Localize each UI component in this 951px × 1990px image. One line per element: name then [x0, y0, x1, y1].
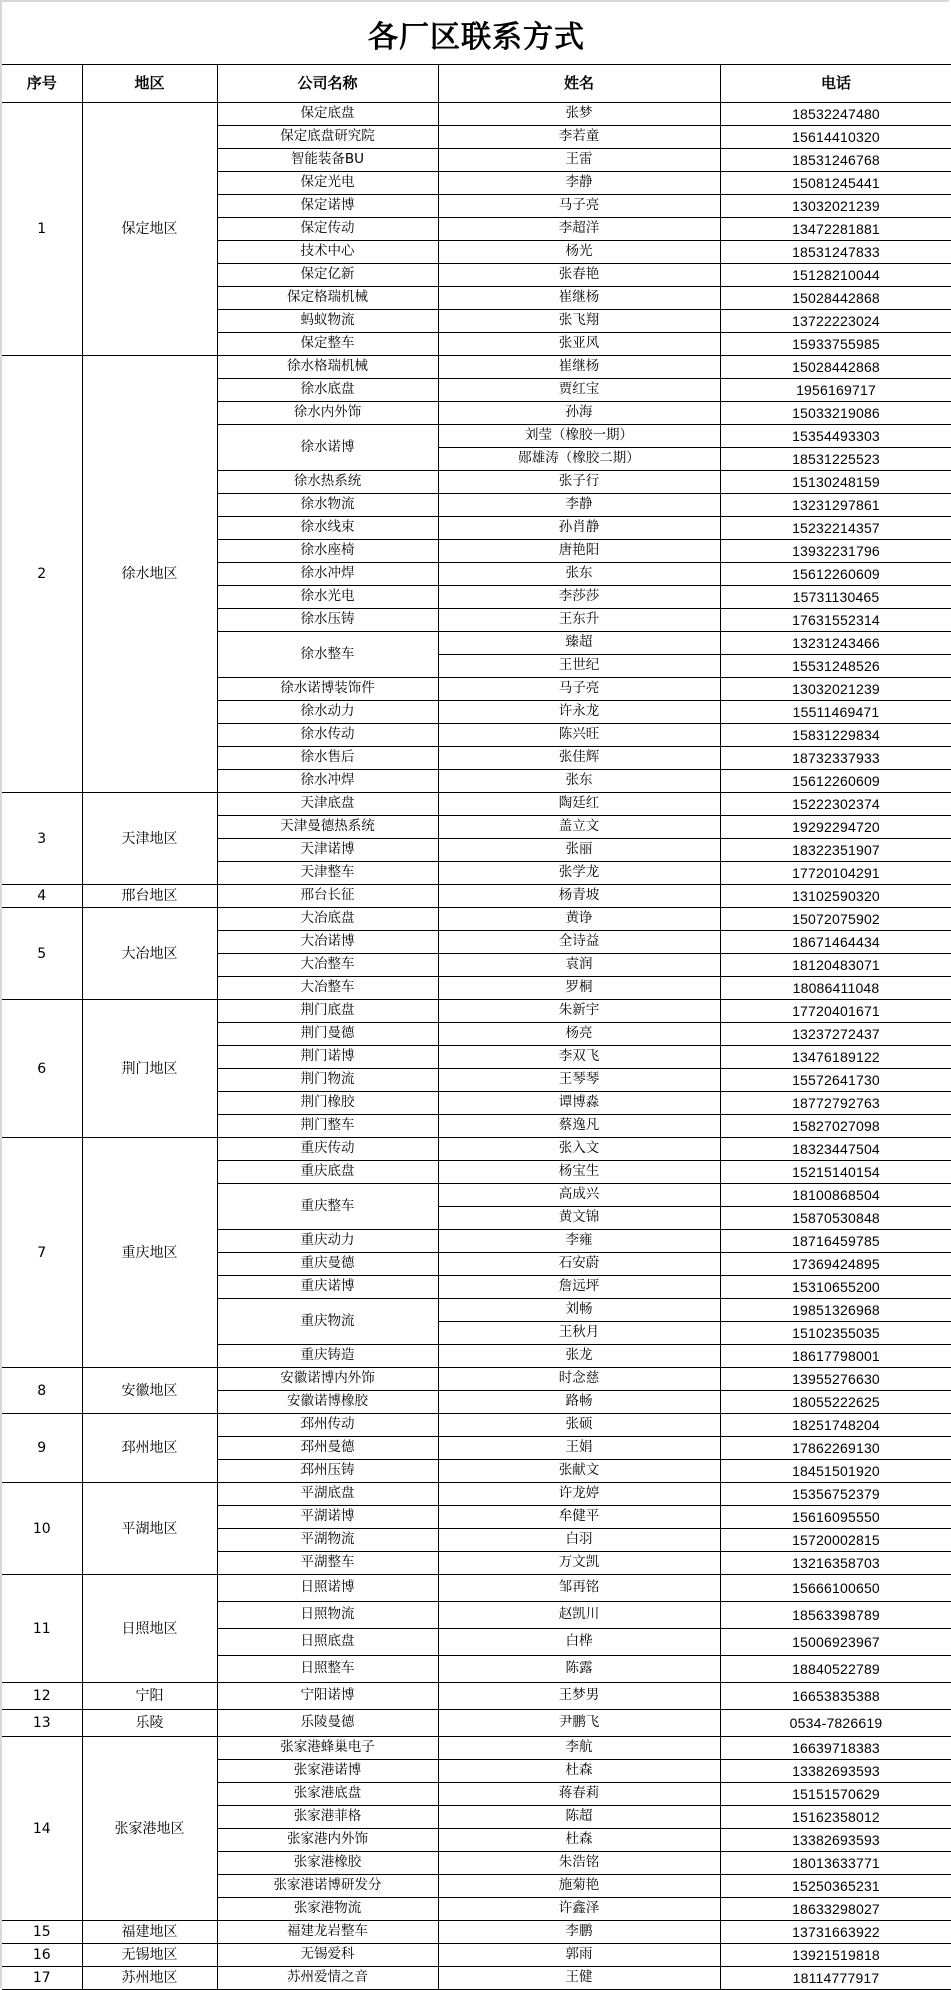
cell-company[interactable]: 天津底盘: [217, 793, 438, 816]
header-row: [2, 65, 951, 103]
cell-company[interactable]: 徐水线束: [217, 517, 438, 540]
cell-phone[interactable]: 15531248526: [720, 655, 951, 678]
cell-phone[interactable]: 13921519818: [720, 1944, 951, 1967]
cell-person-name[interactable]: 陈兴旺: [438, 724, 720, 747]
cell-phone[interactable]: 15130248159: [720, 471, 951, 494]
cell-company[interactable]: 重庆曼德: [217, 1253, 438, 1276]
table-row: [2, 793, 951, 816]
table-row: [2, 1967, 951, 1990]
table-row: [2, 1414, 951, 1437]
cell-person-name[interactable]: 李若童: [438, 126, 720, 149]
cell-company[interactable]: 重庆诺博: [217, 1276, 438, 1299]
cell-company[interactable]: 荆门物流: [217, 1069, 438, 1092]
table-row: [2, 1683, 951, 1710]
cell-person-name[interactable]: 杨宝生: [438, 1161, 720, 1184]
cell-phone[interactable]: 18840522789: [720, 1656, 951, 1683]
cell-company[interactable]: 日照底盘: [217, 1629, 438, 1656]
cell-company[interactable]: 徐水诺博: [217, 425, 438, 471]
cell-company[interactable]: 安徽诺博橡胶: [217, 1391, 438, 1414]
cell-company[interactable]: 天津曼德热系统: [217, 816, 438, 839]
cell-company[interactable]: 徐水热系统: [217, 471, 438, 494]
table-row: [2, 1737, 951, 1760]
cell-company[interactable]: 张家港物流: [217, 1898, 438, 1921]
cell-phone[interactable]: 15215140154: [720, 1161, 951, 1184]
cell-phone[interactable]: 18100868504: [720, 1184, 951, 1207]
cell-person-name[interactable]: 朱新宇: [438, 1000, 720, 1023]
cell-company[interactable]: 无锡爱科: [217, 1944, 438, 1967]
cell-person-name[interactable]: 张入文: [438, 1138, 720, 1161]
cell-region[interactable]: 苏州地区: [82, 1967, 217, 1990]
cell-region[interactable]: 平湖地区: [82, 1483, 217, 1575]
table-row: [2, 103, 951, 126]
cell-phone[interactable]: 15572641730: [720, 1069, 951, 1092]
cell-index[interactable]: 13: [2, 1710, 82, 1737]
cell-phone[interactable]: 15028442868: [720, 356, 951, 379]
cell-person-name[interactable]: 王秋月: [438, 1322, 720, 1345]
cell-company[interactable]: 技术中心: [217, 241, 438, 264]
cell-person-name[interactable]: 陈超: [438, 1806, 720, 1829]
cell-phone[interactable]: 13932231796: [720, 540, 951, 563]
cell-phone[interactable]: 17631552314: [720, 609, 951, 632]
cell-region[interactable]: 福建地区: [82, 1921, 217, 1944]
cell-person-name[interactable]: 王健: [438, 1967, 720, 1990]
cell-person-name[interactable]: 李超洋: [438, 218, 720, 241]
cell-person-name[interactable]: 蔡逸凡: [438, 1115, 720, 1138]
cell-phone[interactable]: 18563398789: [720, 1602, 951, 1629]
cell-phone[interactable]: 15222302374: [720, 793, 951, 816]
cell-phone[interactable]: 17720104291: [720, 862, 951, 885]
cell-index[interactable]: 5: [2, 908, 82, 1000]
cell-person-name[interactable]: 许鑫泽: [438, 1898, 720, 1921]
cell-person-name[interactable]: 高成兴: [438, 1184, 720, 1207]
cell-person-name[interactable]: 张子行: [438, 471, 720, 494]
cell-person-name[interactable]: 邹再铭: [438, 1575, 720, 1602]
cell-person-name[interactable]: 孙肖静: [438, 517, 720, 540]
cell-person-name[interactable]: 李鹏: [438, 1921, 720, 1944]
cell-person-name[interactable]: 李静: [438, 172, 720, 195]
cell-company[interactable]: 徐水诺博装饰件: [217, 678, 438, 701]
cell-phone[interactable]: 18671464434: [720, 931, 951, 954]
cell-phone[interactable]: 15310655200: [720, 1276, 951, 1299]
table-row: [2, 885, 951, 908]
cell-phone[interactable]: 13032021239: [720, 195, 951, 218]
cell-index[interactable]: 9: [2, 1414, 82, 1483]
cell-phone[interactable]: 18716459785: [720, 1230, 951, 1253]
sheet-title: 各厂区联系方式: [368, 19, 585, 55]
cell-phone[interactable]: 16653835388: [720, 1683, 951, 1710]
cell-person-name[interactable]: 施菊艳: [438, 1875, 720, 1898]
cell-person-name[interactable]: 许龙婷: [438, 1483, 720, 1506]
cell-phone[interactable]: 18532247480: [720, 103, 951, 126]
cell-company[interactable]: 徐水光电: [217, 586, 438, 609]
cell-phone[interactable]: 13216358703: [720, 1552, 951, 1575]
cell-company[interactable]: 徐水座椅: [217, 540, 438, 563]
cell-company[interactable]: 智能装备BU: [217, 149, 438, 172]
cell-phone[interactable]: 18531246768: [720, 149, 951, 172]
cell-phone[interactable]: 13237272437: [720, 1023, 951, 1046]
cell-index[interactable]: 2: [2, 356, 82, 793]
cell-company[interactable]: 重庆传动: [217, 1138, 438, 1161]
cell-company[interactable]: 大冶底盘: [217, 908, 438, 931]
cell-person-name[interactable]: 王梦男: [438, 1683, 720, 1710]
cell-company[interactable]: 张家港蜂巢电子: [217, 1737, 438, 1760]
cell-person-name[interactable]: 白桦: [438, 1629, 720, 1656]
cell-phone[interactable]: 15666100650: [720, 1575, 951, 1602]
cell-person-name[interactable]: 黄文锦: [438, 1207, 720, 1230]
cell-company[interactable]: 平湖底盘: [217, 1483, 438, 1506]
cell-person-name[interactable]: 臻超: [438, 632, 720, 655]
cell-company[interactable]: 日照整车: [217, 1656, 438, 1683]
cell-company[interactable]: 张家港菲格: [217, 1806, 438, 1829]
cell-phone[interactable]: 18772792763: [720, 1092, 951, 1115]
cell-person-name[interactable]: 赵凯川: [438, 1602, 720, 1629]
cell-region[interactable]: 邢台地区: [82, 885, 217, 908]
cell-person-name[interactable]: 杜森: [438, 1760, 720, 1783]
table-row: [2, 1000, 951, 1023]
cell-phone[interactable]: 19851326968: [720, 1299, 951, 1322]
cell-company[interactable]: 保定光电: [217, 172, 438, 195]
cell-company[interactable]: 保定亿新: [217, 264, 438, 287]
cell-company[interactable]: 徐水冲焊: [217, 770, 438, 793]
cell-person-name[interactable]: 张硕: [438, 1414, 720, 1437]
cell-company[interactable]: 徐水整车: [217, 632, 438, 678]
cell-company[interactable]: 徐水格瑞机械: [217, 356, 438, 379]
cell-phone[interactable]: 15612260609: [720, 563, 951, 586]
cell-index[interactable]: 8: [2, 1368, 82, 1414]
cell-person-name[interactable]: 张飞翔: [438, 310, 720, 333]
cell-person-name[interactable]: 张东: [438, 770, 720, 793]
cell-person-name[interactable]: 李静: [438, 494, 720, 517]
cell-person-name[interactable]: 蒋春莉: [438, 1783, 720, 1806]
cell-company[interactable]: 徐水动力: [217, 701, 438, 724]
cell-company[interactable]: 平湖诺博: [217, 1506, 438, 1529]
cell-company[interactable]: 安徽诺博内外饰: [217, 1368, 438, 1391]
cell-phone[interactable]: 18251748204: [720, 1414, 951, 1437]
cell-company[interactable]: 张家港底盘: [217, 1783, 438, 1806]
cell-company[interactable]: 天津诺博: [217, 839, 438, 862]
cell-index[interactable]: 17: [2, 1967, 82, 1990]
cell-phone[interactable]: 15072075902: [720, 908, 951, 931]
cell-phone[interactable]: 13382693593: [720, 1829, 951, 1852]
cell-company[interactable]: 徐水冲焊: [217, 563, 438, 586]
cell-phone[interactable]: 13231243466: [720, 632, 951, 655]
cell-region[interactable]: 重庆地区: [82, 1138, 217, 1368]
cell-phone[interactable]: 18055222625: [720, 1391, 951, 1414]
cell-region[interactable]: 大冶地区: [82, 908, 217, 1000]
cell-region[interactable]: 荆门地区: [82, 1000, 217, 1138]
cell-company[interactable]: 蚂蚁物流: [217, 310, 438, 333]
cell-person-name[interactable]: 郭雨: [438, 1944, 720, 1967]
cell-index[interactable]: 12: [2, 1683, 82, 1710]
cell-person-name[interactable]: 王雷: [438, 149, 720, 172]
cell-index[interactable]: 15: [2, 1921, 82, 1944]
cell-company[interactable]: 徐水传动: [217, 724, 438, 747]
cell-index[interactable]: 16: [2, 1944, 82, 1967]
cell-phone[interactable]: 15250365231: [720, 1875, 951, 1898]
cell-company[interactable]: 徐水底盘: [217, 379, 438, 402]
cell-company[interactable]: 保定格瑞机械: [217, 287, 438, 310]
table-body: [2, 103, 951, 1990]
cell-company[interactable]: 荆门橡胶: [217, 1092, 438, 1115]
cell-company[interactable]: 重庆物流: [217, 1299, 438, 1345]
cell-company[interactable]: 保定诺博: [217, 195, 438, 218]
cell-person-name[interactable]: 牟健平: [438, 1506, 720, 1529]
cell-company[interactable]: 邢台长征: [217, 885, 438, 908]
cell-company[interactable]: 大冶整车: [217, 954, 438, 977]
cell-company[interactable]: 重庆动力: [217, 1230, 438, 1253]
cell-region[interactable]: 无锡地区: [82, 1944, 217, 1967]
cell-person-name[interactable]: 马子亮: [438, 678, 720, 701]
cell-phone[interactable]: 15616095550: [720, 1506, 951, 1529]
cell-phone[interactable]: 15162358012: [720, 1806, 951, 1829]
header-company[interactable]: 公司名称: [217, 65, 438, 103]
cell-company[interactable]: 大冶诺博: [217, 931, 438, 954]
cell-phone[interactable]: 13476189122: [720, 1046, 951, 1069]
cell-phone[interactable]: 15827027098: [720, 1115, 951, 1138]
cell-company[interactable]: 日照诺博: [217, 1575, 438, 1602]
cell-phone[interactable]: 15356752379: [720, 1483, 951, 1506]
cell-phone[interactable]: 17720401671: [720, 1000, 951, 1023]
cell-person-name[interactable]: 杨光: [438, 241, 720, 264]
cell-phone[interactable]: 15033219086: [720, 402, 951, 425]
cell-person-name[interactable]: 张东: [438, 563, 720, 586]
cell-phone[interactable]: 13102590320: [720, 885, 951, 908]
table-row: [2, 1944, 951, 1967]
cell-company[interactable]: 徐水售后: [217, 747, 438, 770]
cell-person-name[interactable]: 王世纪: [438, 655, 720, 678]
cell-company[interactable]: 张家港内外饰: [217, 1829, 438, 1852]
cell-phone[interactable]: 18633298027: [720, 1898, 951, 1921]
cell-person-name[interactable]: 李雍: [438, 1230, 720, 1253]
cell-person-name[interactable]: 许永龙: [438, 701, 720, 724]
cell-phone[interactable]: 1956169717: [720, 379, 951, 402]
table-row: [2, 1575, 951, 1602]
cell-company[interactable]: 保定底盘: [217, 103, 438, 126]
cell-index[interactable]: 14: [2, 1737, 82, 1921]
cell-company[interactable]: 保定传动: [217, 218, 438, 241]
cell-phone[interactable]: 15081245441: [720, 172, 951, 195]
cell-region[interactable]: 安徽地区: [82, 1368, 217, 1414]
cell-person-name[interactable]: 陶廷红: [438, 793, 720, 816]
cell-phone[interactable]: 17862269130: [720, 1437, 951, 1460]
table-row: [2, 1483, 951, 1506]
cell-phone[interactable]: 15128210044: [720, 264, 951, 287]
cell-phone[interactable]: 13032021239: [720, 678, 951, 701]
cell-company[interactable]: 徐水压铸: [217, 609, 438, 632]
cell-phone[interactable]: 18531225523: [720, 448, 951, 471]
cell-phone[interactable]: 18323447504: [720, 1138, 951, 1161]
cell-phone[interactable]: 15731130465: [720, 586, 951, 609]
cell-company[interactable]: 保定底盘研究院: [217, 126, 438, 149]
cell-phone[interactable]: 13722223024: [720, 310, 951, 333]
cell-company[interactable]: 徐水物流: [217, 494, 438, 517]
header-region[interactable]: 地区: [82, 65, 217, 103]
cell-phone[interactable]: 18322351907: [720, 839, 951, 862]
cell-phone[interactable]: 18451501920: [720, 1460, 951, 1483]
cell-person-name[interactable]: 张春艳: [438, 264, 720, 287]
cell-company[interactable]: 张家港橡胶: [217, 1852, 438, 1875]
cell-company[interactable]: 重庆整车: [217, 1184, 438, 1230]
cell-company[interactable]: 平湖物流: [217, 1529, 438, 1552]
cell-company[interactable]: 乐陵曼德: [217, 1710, 438, 1737]
cell-company[interactable]: 日照物流: [217, 1602, 438, 1629]
cell-person-name[interactable]: 罗桐: [438, 977, 720, 1000]
cell-person-name[interactable]: 杜森: [438, 1829, 720, 1852]
table-row: [2, 1138, 951, 1161]
cell-company[interactable]: 邳州曼德: [217, 1437, 438, 1460]
cell-company[interactable]: 苏州爱情之音: [217, 1967, 438, 1990]
cell-company[interactable]: 保定整车: [217, 333, 438, 356]
cell-person-name[interactable]: 李航: [438, 1737, 720, 1760]
cell-company[interactable]: 荆门曼德: [217, 1023, 438, 1046]
cell-person-name[interactable]: 马子亮: [438, 195, 720, 218]
cell-phone[interactable]: 15614410320: [720, 126, 951, 149]
contacts-table: [2, 64, 951, 1990]
header-name[interactable]: 姓名: [438, 65, 720, 103]
table-row: [2, 1921, 951, 1944]
cell-region[interactable]: 乐陵: [82, 1710, 217, 1737]
cell-person-name[interactable]: 郧雄涛（橡胶二期）: [438, 448, 720, 471]
cell-person-name[interactable]: 杨亮: [438, 1023, 720, 1046]
cell-phone[interactable]: 13955276630: [720, 1368, 951, 1391]
cell-person-name[interactable]: 张龙: [438, 1345, 720, 1368]
cell-company[interactable]: 荆门诺博: [217, 1046, 438, 1069]
cell-company[interactable]: 张家港诺博研发分: [217, 1875, 438, 1898]
cell-person-name[interactable]: 李莎莎: [438, 586, 720, 609]
cell-person-name[interactable]: 张献文: [438, 1460, 720, 1483]
cell-person-name[interactable]: 朱浩铭: [438, 1852, 720, 1875]
cell-company[interactable]: 宁阳诺博: [217, 1683, 438, 1710]
cell-person-name[interactable]: 王东升: [438, 609, 720, 632]
cell-phone[interactable]: 17369424895: [720, 1253, 951, 1276]
cell-index[interactable]: 6: [2, 1000, 82, 1138]
cell-phone[interactable]: 15028442868: [720, 287, 951, 310]
cell-person-name[interactable]: 张学龙: [438, 862, 720, 885]
cell-index[interactable]: 7: [2, 1138, 82, 1368]
cell-person-name[interactable]: 谭博淼: [438, 1092, 720, 1115]
cell-company[interactable]: 邳州压铸: [217, 1460, 438, 1483]
cell-person-name[interactable]: 崔继杨: [438, 287, 720, 310]
cell-phone[interactable]: 18732337933: [720, 747, 951, 770]
cell-person-name[interactable]: 张丽: [438, 839, 720, 862]
cell-person-name[interactable]: 石安蔚: [438, 1253, 720, 1276]
cell-phone[interactable]: 18120483071: [720, 954, 951, 977]
cell-person-name[interactable]: 王琴琴: [438, 1069, 720, 1092]
cell-person-name[interactable]: 白羽: [438, 1529, 720, 1552]
cell-region[interactable]: 天津地区: [82, 793, 217, 885]
cell-person-name[interactable]: 刘莹（橡胶一期）: [438, 425, 720, 448]
cell-person-name[interactable]: 张梦: [438, 103, 720, 126]
cell-company[interactable]: 荆门整车: [217, 1115, 438, 1138]
cell-phone[interactable]: 13731663922: [720, 1921, 951, 1944]
cell-phone[interactable]: 15831229834: [720, 724, 951, 747]
cell-person-name[interactable]: 王娟: [438, 1437, 720, 1460]
cell-phone[interactable]: 15612260609: [720, 770, 951, 793]
cell-person-name[interactable]: 盖立文: [438, 816, 720, 839]
cell-company[interactable]: 大冶整车: [217, 977, 438, 1000]
cell-phone[interactable]: 18086411048: [720, 977, 951, 1000]
cell-phone[interactable]: 0534-7826619: [720, 1710, 951, 1737]
cell-index[interactable]: 4: [2, 885, 82, 908]
cell-phone[interactable]: 18617798001: [720, 1345, 951, 1368]
cell-phone[interactable]: 19292294720: [720, 816, 951, 839]
cell-company[interactable]: 邳州传动: [217, 1414, 438, 1437]
cell-phone[interactable]: 15870530848: [720, 1207, 951, 1230]
table-row: [2, 908, 951, 931]
cell-company[interactable]: 徐水内外饰: [217, 402, 438, 425]
cell-phone[interactable]: 15511469471: [720, 701, 951, 724]
cell-person-name[interactable]: 陈露: [438, 1656, 720, 1683]
cell-company[interactable]: 重庆底盘: [217, 1161, 438, 1184]
cell-index[interactable]: 3: [2, 793, 82, 885]
cell-person-name[interactable]: 李双飞: [438, 1046, 720, 1069]
cell-person-name[interactable]: 孙海: [438, 402, 720, 425]
cell-person-name[interactable]: 黄诤: [438, 908, 720, 931]
cell-person-name[interactable]: 路畅: [438, 1391, 720, 1414]
cell-phone[interactable]: 15720002815: [720, 1529, 951, 1552]
cell-person-name[interactable]: 张佳辉: [438, 747, 720, 770]
cell-person-name[interactable]: 尹鹏飞: [438, 1710, 720, 1737]
cell-person-name[interactable]: 时念慈: [438, 1368, 720, 1391]
table-row: [2, 356, 951, 379]
table-row: [2, 1368, 951, 1391]
cell-region[interactable]: 邳州地区: [82, 1414, 217, 1483]
cell-company[interactable]: 张家港诺博: [217, 1760, 438, 1783]
cell-region[interactable]: 宁阳: [82, 1683, 217, 1710]
cell-phone[interactable]: 15354493303: [720, 425, 951, 448]
cell-index[interactable]: 1: [2, 103, 82, 356]
cell-region[interactable]: 徐水地区: [82, 356, 217, 793]
cell-person-name[interactable]: 刘畅: [438, 1299, 720, 1322]
cell-phone[interactable]: 15933755985: [720, 333, 951, 356]
cell-person-name[interactable]: 万文凯: [438, 1552, 720, 1575]
cell-region[interactable]: 日照地区: [82, 1575, 217, 1683]
cell-phone[interactable]: 15102355035: [720, 1322, 951, 1345]
cell-index[interactable]: 11: [2, 1575, 82, 1683]
cell-phone[interactable]: 18531247833: [720, 241, 951, 264]
cell-person-name[interactable]: 杨青坡: [438, 885, 720, 908]
cell-person-name[interactable]: 袁润: [438, 954, 720, 977]
header-index[interactable]: 序号: [2, 65, 82, 103]
cell-phone[interactable]: 18013633771: [720, 1852, 951, 1875]
cell-phone[interactable]: 15151570629: [720, 1783, 951, 1806]
cell-phone[interactable]: 13231297861: [720, 494, 951, 517]
table-row: [2, 1710, 951, 1737]
cell-phone[interactable]: 16639718383: [720, 1737, 951, 1760]
cell-phone[interactable]: 13382693593: [720, 1760, 951, 1783]
cell-region[interactable]: 张家港地区: [82, 1737, 217, 1921]
cell-person-name[interactable]: 张亚风: [438, 333, 720, 356]
cell-company[interactable]: 荆门底盘: [217, 1000, 438, 1023]
cell-company[interactable]: 天津整车: [217, 862, 438, 885]
cell-region[interactable]: 保定地区: [82, 103, 217, 356]
header-phone[interactable]: 电话: [720, 65, 951, 103]
cell-phone[interactable]: 15232214357: [720, 517, 951, 540]
cell-person-name[interactable]: 唐艳阳: [438, 540, 720, 563]
cell-company[interactable]: 平湖整车: [217, 1552, 438, 1575]
cell-person-name[interactable]: 全诗益: [438, 931, 720, 954]
cell-person-name[interactable]: 贾红宝: [438, 379, 720, 402]
cell-phone[interactable]: 13472281881: [720, 218, 951, 241]
cell-company[interactable]: 福建龙岩整车: [217, 1921, 438, 1944]
cell-person-name[interactable]: 詹远坪: [438, 1276, 720, 1299]
cell-person-name[interactable]: 崔继杨: [438, 356, 720, 379]
cell-index[interactable]: 10: [2, 1483, 82, 1575]
cell-phone[interactable]: 15006923967: [720, 1629, 951, 1656]
cell-phone[interactable]: 18114777917: [720, 1967, 951, 1990]
cell-company[interactable]: 重庆铸造: [217, 1345, 438, 1368]
